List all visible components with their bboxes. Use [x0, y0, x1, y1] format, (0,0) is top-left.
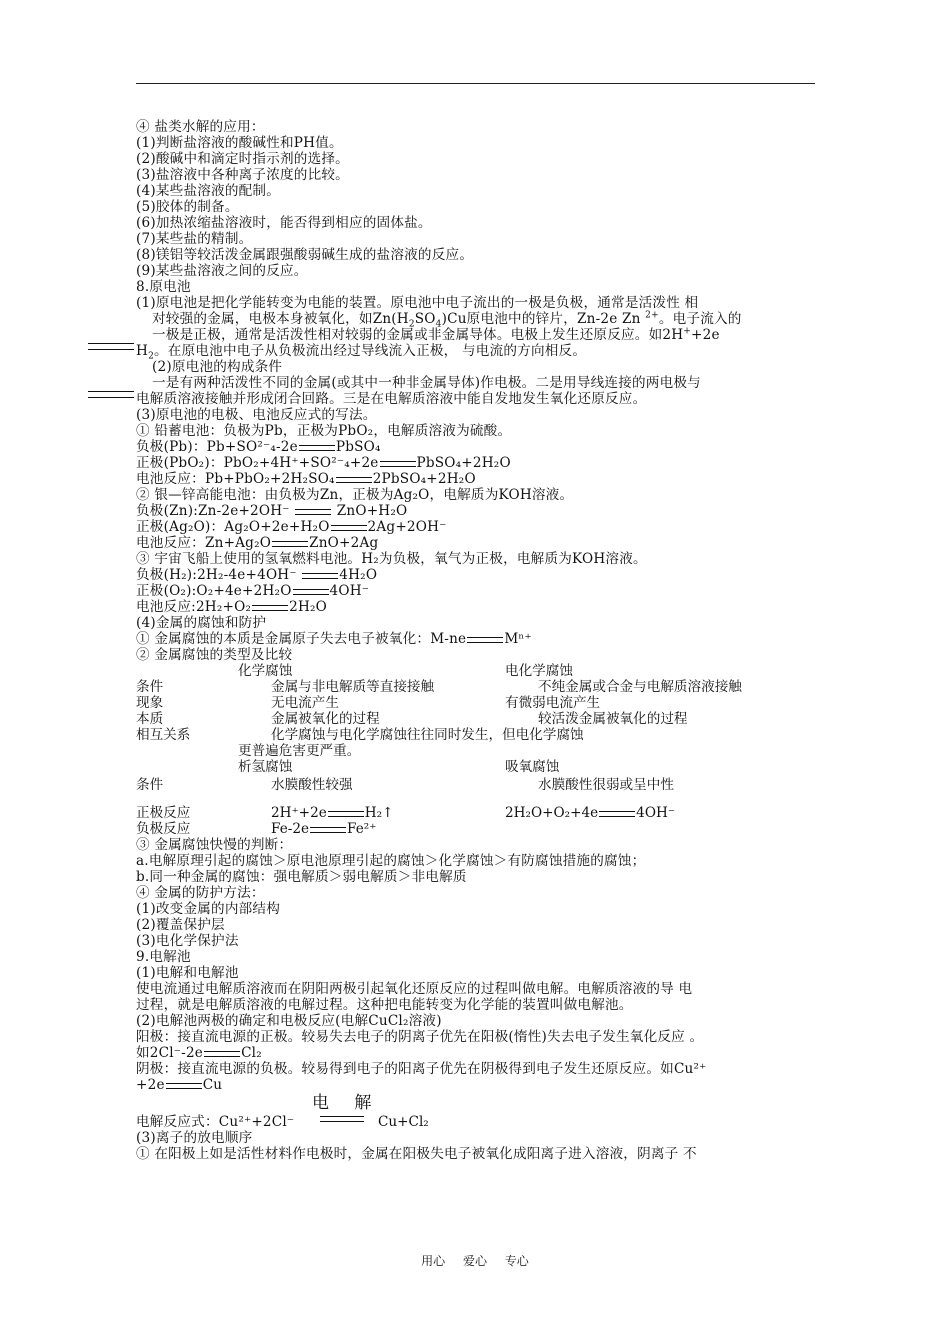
text-line: (4)金属的腐蚀和防护 [136, 615, 267, 631]
text-line: (9)某些盐溶液之间的反应。 [136, 263, 308, 279]
equation-line: 电池反应:2H₂+O₂ 2H₂O [136, 599, 327, 615]
text-line: ③ 金属腐蚀快慢的判断： [136, 837, 293, 853]
text-line: ② 金属腐蚀的类型及比较 [136, 647, 293, 663]
text-line: 阴极：接直流电源的负极。较易得到电子的阳离子优先在阴极得到电子发生还原反应。如Cu²⁺ [136, 1061, 707, 1077]
header-rule [136, 83, 815, 84]
text-line: (2)原电池的构成条件 [152, 359, 283, 375]
table-cell: 2H₂O+O₂+4e 4OH⁻ [505, 805, 675, 821]
margin-mark [88, 391, 134, 392]
text-line: (3)原电池的电极、电池反应式的写法。 [136, 407, 377, 423]
table-cell: 化学腐蚀与电化学腐蚀往往同时发生，但电化学腐蚀 [271, 727, 584, 743]
equals-sign [380, 461, 416, 467]
table-header: 化学腐蚀 [238, 663, 293, 679]
equals-sign [252, 605, 288, 611]
text-line: $H_2$。在原电池中电子从负极流出经过导线流入正极， 与电流的方向相反。 [136, 343, 587, 362]
equals-sign [293, 589, 329, 595]
equals-sign [302, 573, 338, 579]
text-line: (5)胶体的制备。 [136, 199, 239, 215]
equals-sign [331, 525, 367, 531]
text-line: (3)电化学保护法 [136, 933, 239, 949]
text-line: (3)盐溶液中各种离子浓度的比较。 [136, 167, 349, 183]
equals-sign [295, 509, 331, 515]
equals-sign [299, 445, 335, 451]
table-cell: 2H⁺+2e H₂↑ [271, 805, 394, 821]
text-line: (2)酸碱中和滴定时指示剂的选择。 [136, 151, 349, 167]
equation-line: 正极(Ag₂O)：Ag₂O+2e+H₂O 2Ag+2OH⁻ [136, 519, 447, 535]
margin-mark [88, 343, 134, 344]
text-line: (2)电解池两极的确定和电极反应(电解CuCl₂溶液) [136, 1013, 442, 1029]
text-line: 过程，就是电解质溶液的电解过程。这种把电能转变为化学能的装置叫做电解池。 [136, 997, 633, 1013]
equals-sign [272, 541, 308, 547]
text-line: 使电流通过电解质溶液而在阴阳两极引起氧化还原反应的过程叫做电解。电解质溶液的导 电 [136, 981, 693, 997]
table-cell: 更普遍危害更严重。 [238, 743, 361, 759]
text-line: (6)加热浓缩盐溶液时，能否得到相应的固体盐。 [136, 215, 432, 231]
table-header: 电化学腐蚀 [505, 663, 573, 679]
row-label: 条件 [136, 777, 164, 793]
text-line: ② 银—锌高能电池：由负极为Zn，正极为Ag₂O，电解质为KOH溶液。 [136, 487, 574, 503]
equation-line: 电池反应：Pb+PbO₂+2H₂SO₄ 2PbSO₄+2H₂O [136, 471, 476, 487]
table-cell: 无电流产生 [271, 695, 339, 711]
text-line: b.同一种金属的腐蚀：强电解质＞弱电解质＞非电解质 [136, 869, 467, 885]
text-line: (3)离子的放电顺序 [136, 1130, 253, 1146]
text-line: a.电解原理引起的腐蚀＞原电池原理引起的腐蚀＞化学腐蚀＞有防腐蚀措施的腐蚀； [136, 853, 646, 869]
equation-line: ① 金属腐蚀的本质是金属原子失去电子被氧化：M-ne Mⁿ⁺ [136, 631, 532, 647]
table-header: 析氢腐蚀 [238, 759, 293, 775]
table-cell: 有微弱电流产生 [505, 695, 601, 711]
equation-line: 正极(PbO₂)：PbO₂+4H⁺+SO²⁻₄+2e PbSO₄+2H₂O [136, 455, 511, 471]
table-header: 吸氧腐蚀 [505, 759, 560, 775]
equation-line: 负极(Pb)：Pb+SO²⁻₄-2e PbSO₄ [136, 439, 381, 455]
equals-sign [320, 1116, 364, 1122]
margin-mark [88, 349, 134, 350]
row-label: 本质 [136, 711, 164, 727]
section-heading: 9.电解池 [136, 949, 191, 965]
table-cell: 金属被氧化的过程 [271, 711, 380, 727]
text-line: (4)某些盐溶液的配制。 [136, 183, 280, 199]
equation-line: 电池反应：Zn+Ag₂O ZnO+2Ag [136, 535, 379, 551]
table-cell: 较活泼金属被氧化的过程 [538, 711, 688, 727]
text-line: ④ 盐类水解的应用： [136, 119, 265, 135]
table-cell: 不纯金属或合金与电解质溶液接触 [538, 679, 742, 695]
text-line: 对较强的金属，电极本身被氧化，如$Zn(H_2SO_4)Cu$原电池中的锌片，Zn-2e Zn $^{2+}$。电子流入的 [152, 310, 742, 330]
text-line: (8)镁铝等较活泼金属跟强酸弱碱生成的盐溶液的反应。 [136, 247, 474, 263]
table-cell: 水膜酸性很弱或呈中性 [538, 777, 674, 793]
equation-line: 电解反应式：Cu²⁺+2Cl⁻ [136, 1114, 295, 1130]
equation-product: Cu+Cl₂ [378, 1114, 429, 1130]
row-label: 负极反应 [136, 821, 191, 837]
page-footer: 用心 爱心 专心 [421, 1254, 529, 1268]
text-line: (2)覆盖保护层 [136, 917, 225, 933]
row-label: 条件 [136, 679, 164, 695]
equation-line: 如2Cl⁻-2e Cl₂ [136, 1045, 262, 1061]
equals-sign [467, 637, 503, 643]
equation-line: 负极(Zn):Zn-2e+2OH⁻ ZnO+H₂O [136, 503, 408, 519]
equation-line: +2e Cu [136, 1077, 223, 1093]
text-line: (1)原电池是把化学能转变为电能的装置。原电池中电子流出的一极是负极，通常是活泼性 相 [136, 295, 699, 311]
table-cell: 水膜酸性较强 [271, 777, 353, 793]
table-cell: 金属与非电解质等直接接触 [271, 679, 435, 695]
electrolysis-label: 电 解 [312, 1093, 382, 1113]
margin-mark [88, 397, 134, 398]
row-label: 现象 [136, 695, 164, 711]
text-line: 一是有两种活泼性不同的金属(或其中一种非金属导体)作电极。二是用导线连接的两电极与 [152, 375, 701, 391]
table-cell: Fe-2e Fe²⁺ [271, 821, 377, 837]
text-line: ① 在阳极上如是活性材料作电极时，金属在阳极失电子被氧化成阳离子进入溶液，阴离子 不 [136, 1146, 697, 1162]
text-line: (1)改变金属的内部结构 [136, 901, 280, 917]
equals-sign [336, 477, 372, 483]
text-line: ④ 金属的防护方法： [136, 885, 265, 901]
text-line: 阳极：接直流电源的正极。较易失去电子的阴离子优先在阳极(惰性)失去电子发生氧化反应 。 [136, 1029, 704, 1045]
equals-sign [328, 811, 364, 817]
text-line: ③ 宇宙飞船上使用的氢氧燃料电池。H₂为负极，氧气为正极，电解质为KOH溶液。 [136, 551, 647, 567]
text-line: ① 铅蓄电池：负极为Pb，正极为PbO₂，电解质溶液为硫酸。 [136, 423, 512, 439]
equation-line: 负极(H₂):2H₂-4e+4OH⁻ 4H₂O [136, 567, 378, 583]
text-line: (7)某些盐的精制。 [136, 231, 253, 247]
equals-sign [310, 827, 346, 833]
row-label: 相互关系 [136, 727, 191, 743]
equation-line: 正极(O₂):O₂+4e+2H₂O 4OH⁻ [136, 583, 370, 599]
equals-sign [599, 811, 635, 817]
text-line: 电解质溶液接触并形成闭合回路。三是在电解质溶液中能自发地发生氧化还原反应。 [136, 391, 647, 407]
equals-sign [204, 1051, 240, 1057]
section-heading: 8.原电池 [136, 279, 191, 295]
text-line: (1)判断盐溶液的酸碱性和PH值。 [136, 135, 343, 151]
equals-sign [166, 1083, 202, 1089]
row-label: 正极反应 [136, 805, 191, 821]
text-line: (1)电解和电解池 [136, 965, 239, 981]
text-line: 一极是正极，通常是活泼性相对较弱的金属或非金属导体。电极上发生还原反应。如2H++2e [152, 326, 720, 343]
